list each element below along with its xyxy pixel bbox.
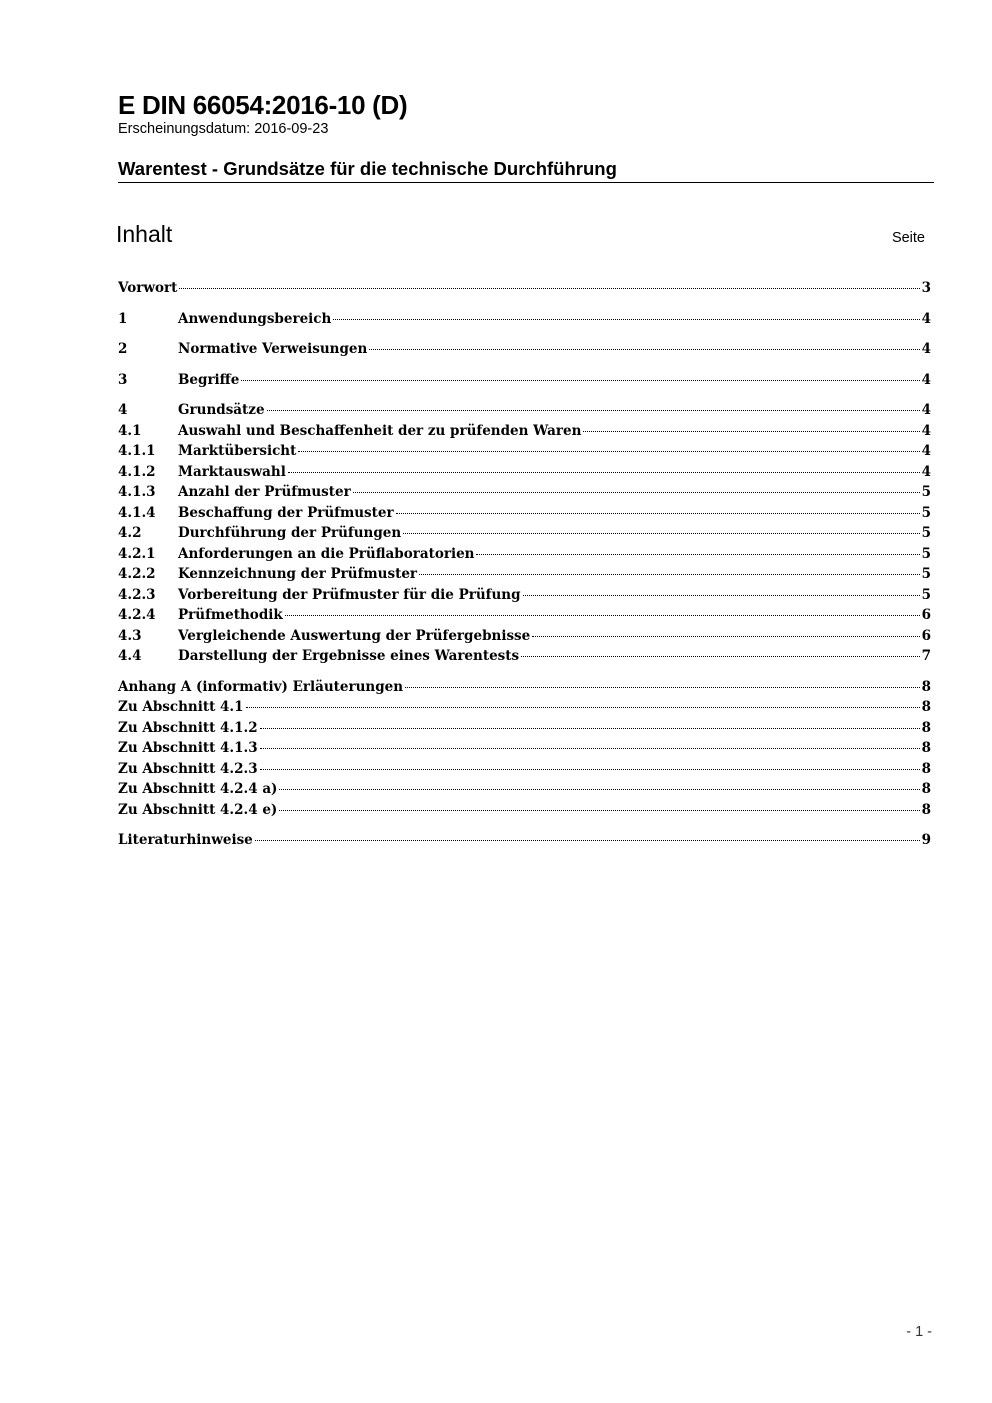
toc-dot-leader (179, 288, 919, 289)
toc-page-column-label: Seite (891, 230, 925, 246)
toc-entry-title: Zu Abschnitt 4.1.3 (118, 740, 258, 756)
toc-dot-leader (476, 554, 919, 555)
toc-entry[interactable] (118, 800, 931, 821)
toc-entry-title: Vergleichende Auswertung der Prüfergebnisse (178, 627, 531, 644)
toc-entry-title: Begriffe (178, 371, 240, 388)
toc-dot-leader (419, 574, 920, 575)
toc-entry[interactable] (118, 646, 931, 667)
toc-entry-number: 4.2 (118, 525, 142, 541)
toc-entry-page: 4 (921, 422, 931, 439)
toc-dot-leader (403, 533, 919, 534)
document-subtitle: Warentest - Grundsätze für die technische Durchführung (118, 158, 617, 179)
toc-dot-leader (260, 728, 920, 729)
toc-entry[interactable] (118, 544, 931, 565)
toc-entry-number: 4.1.1 (118, 443, 156, 459)
toc-dot-leader (532, 636, 919, 637)
toc-entry-page: 5 (921, 566, 931, 582)
toc-dot-leader (353, 492, 920, 493)
toc-dot-leader (285, 615, 920, 616)
toc-entry-number: 4.1.3 (118, 484, 156, 500)
toc-entry-title: Zu Abschnitt 4.2.4 a) (118, 781, 278, 797)
toc-entry-title: Zu Abschnitt 4.2.4 e) (118, 801, 278, 818)
toc-entry-title: Darstellung der Ergebnisse eines Warentests (178, 648, 520, 664)
toc-entry-number: 4.2.1 (118, 545, 156, 562)
toc-dot-leader (583, 431, 919, 432)
toc-entry[interactable] (118, 677, 931, 698)
toc-entry-page: 3 (921, 280, 931, 296)
toc-dot-leader (396, 513, 920, 514)
toc-entry-page: 4 (921, 310, 931, 327)
toc-entry[interactable] (118, 738, 931, 759)
toc-entry[interactable] (118, 421, 931, 442)
toc-entry[interactable] (118, 370, 931, 391)
toc-entry-title: Vorbereitung der Prüfmuster für die Prüfung (178, 586, 521, 603)
toc-entry-page: 4 (921, 443, 931, 459)
toc-dot-leader (279, 810, 919, 811)
toc-entry-page: 6 (921, 607, 931, 623)
toc-entry-page: 5 (921, 545, 931, 562)
toc-entry[interactable] (118, 585, 931, 606)
toc-entry-page: 5 (921, 484, 931, 500)
toc-entry[interactable] (118, 779, 931, 800)
footer-page-number: - 1 - (906, 1324, 932, 1340)
table-of-contents (118, 278, 931, 851)
toc-entry-title: Kennzeichnung der Prüfmuster (178, 566, 418, 582)
toc-entry-number: 4.4 (118, 648, 142, 664)
toc-entry-number: 4.3 (118, 627, 142, 644)
toc-entry[interactable] (118, 605, 931, 626)
toc-entry[interactable] (118, 503, 931, 524)
toc-entry-page: 8 (921, 699, 931, 715)
toc-entry-title: Prüfmethodik (178, 607, 283, 623)
toc-entry-page: 5 (921, 504, 931, 521)
toc-dot-leader (246, 707, 920, 708)
toc-dot-leader (369, 349, 919, 350)
toc-dot-leader (523, 595, 920, 596)
toc-entry[interactable] (118, 462, 931, 483)
toc-dot-leader (288, 472, 920, 473)
toc-entry-number: 4 (118, 402, 128, 418)
toc-entry-page: 9 (921, 832, 931, 848)
toc-entry-page: 8 (921, 801, 931, 818)
toc-entry-page: 4 (921, 341, 931, 357)
toc-entry-page: 4 (921, 463, 931, 480)
toc-entry-number: 4.1.4 (118, 504, 156, 521)
toc-entry-title: Zu Abschnitt 4.1 (118, 699, 244, 715)
toc-entry-number: 2 (118, 341, 128, 357)
toc-entry-page: 8 (921, 740, 931, 756)
toc-entry-number: 4.1.2 (118, 463, 156, 480)
toc-dot-leader (255, 840, 920, 841)
toc-entry[interactable] (118, 523, 931, 544)
toc-entry-title: Beschaffung der Prüfmuster (178, 504, 394, 521)
document-title: E DIN 66054:2016-10 (D) (118, 90, 408, 120)
toc-entry-title: Durchführung der Prüfungen (178, 525, 402, 541)
toc-entry-title: Zu Abschnitt 4.2.3 (118, 760, 258, 777)
toc-entry[interactable] (118, 564, 931, 585)
toc-entry-page: 7 (921, 648, 931, 664)
toc-entry-page: 8 (921, 760, 931, 777)
toc-entry-number: 4.2.3 (118, 586, 156, 603)
toc-entry[interactable] (118, 482, 931, 503)
toc-entry[interactable] (118, 339, 931, 360)
toc-heading: Inhalt (116, 221, 173, 247)
toc-entry-page: 4 (921, 402, 931, 418)
toc-entry[interactable] (118, 278, 931, 299)
toc-dot-leader (241, 380, 919, 381)
toc-entry-number: 3 (118, 371, 128, 388)
toc-entry[interactable] (118, 830, 931, 851)
toc-entry-page: 6 (921, 627, 931, 644)
toc-entry-title: Anhang A (informativ) Erläuterungen (118, 678, 404, 695)
toc-entry-title: Literaturhinweise (118, 832, 253, 848)
toc-entry-title: Grundsätze (178, 402, 265, 418)
toc-dot-leader (260, 769, 920, 770)
toc-entry[interactable] (118, 400, 931, 421)
toc-dot-leader (333, 319, 919, 320)
toc-entry-title: Marktauswahl (178, 463, 286, 480)
toc-dot-leader (298, 451, 919, 452)
toc-entry-title: Normative Verweisungen (178, 341, 368, 357)
toc-dot-leader (521, 656, 919, 657)
toc-dot-leader (405, 687, 920, 688)
toc-entry[interactable] (118, 309, 931, 330)
toc-entry[interactable] (118, 759, 931, 780)
toc-entry-number: 4.2.4 (118, 607, 156, 623)
toc-entry[interactable] (118, 718, 931, 739)
toc-entry-title: Anforderungen an die Prüflaboratorien (178, 545, 475, 562)
header-divider (118, 182, 934, 183)
toc-entry-number: 4.2.2 (118, 566, 156, 582)
toc-dot-leader (279, 789, 919, 790)
toc-entry-page: 8 (921, 781, 931, 797)
toc-entry-number: 1 (118, 310, 128, 327)
toc-entry[interactable] (118, 441, 931, 462)
toc-entry-title: Marktübersicht (178, 443, 297, 459)
toc-entry-page: 5 (921, 525, 931, 541)
toc-entry-title: Anwendungsbereich (178, 310, 332, 327)
toc-entry-title: Anzahl der Prüfmuster (178, 484, 351, 500)
toc-dot-leader (267, 410, 920, 411)
toc-dot-leader (260, 748, 920, 749)
toc-entry-page: 8 (921, 678, 931, 695)
toc-entry-page: 8 (921, 719, 931, 736)
toc-entry-page: 5 (921, 586, 931, 603)
toc-entry[interactable] (118, 626, 931, 647)
toc-entry-number: 4.1 (118, 422, 142, 439)
toc-entry-page: 4 (921, 371, 931, 388)
toc-entry[interactable] (118, 697, 931, 718)
publication-date: Erscheinungsdatum: 2016-09-23 (118, 121, 329, 137)
toc-entry-title: Auswahl und Beschaffenheit der zu prüfenden Waren (178, 422, 582, 439)
toc-entry-title: Zu Abschnitt 4.1.2 (118, 719, 258, 736)
toc-entry-title: Vorwort (118, 280, 178, 296)
